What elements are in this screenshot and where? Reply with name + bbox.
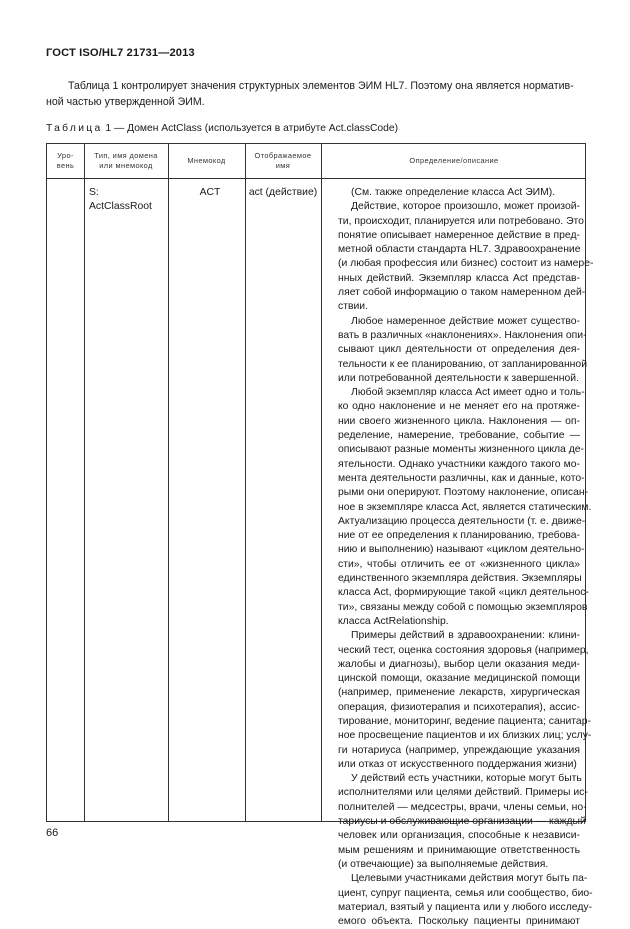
definition-line: (и отвечающие) за выполняемые действия.	[338, 858, 549, 870]
definition-line: тельности к ее планированию, от запланированной	[338, 358, 587, 370]
definition-line: Любой экземпляр класса Act имеет одно и толь-	[351, 387, 585, 399]
definition-line: (например, применение лекарств, хирургическая	[338, 687, 580, 699]
cell-type-prefix: S:	[89, 187, 99, 198]
intro-paragraph	[46, 78, 586, 110]
definition-line: ятельности. Однако участники каждого такого мо-	[338, 458, 580, 470]
column-divider	[168, 144, 169, 821]
definition-line: рыми они оперируют. Поэтому наклонение, описан-	[338, 487, 589, 499]
definition-line: ти, происходит, планируется или потребовано. Это	[338, 215, 584, 227]
definition-line: тариусы и обслуживающие организации — каждый	[338, 816, 586, 828]
definition-line: тирование, мониторинг, ведение пациента; санитар-	[338, 715, 591, 727]
definition-line: мента деятельности различны, как и данные, кото-	[338, 472, 585, 484]
definition-line: Целевыми участниками действия могут быть па-	[351, 873, 588, 885]
definition-line: У действий есть участники, которые могут быть	[351, 773, 582, 785]
definition-line: понятие описывает намеренное действие в пред-	[338, 229, 580, 241]
definition-line: Актуализацию процесса деятельности (т. е. движе-	[338, 515, 586, 527]
header-definition: Определение/описание	[409, 156, 499, 165]
definition-line: ствии.	[338, 301, 368, 313]
definition-line: материал, взятый у пациента или у любого исследу-	[338, 901, 593, 913]
table-caption-label: Таблица	[46, 123, 103, 134]
cell-type	[89, 186, 161, 215]
definition-line: емого объекта. Поскольку пациенты принимают	[338, 916, 580, 928]
definition-line: метной области стандарта HL7. Здравоохранение	[338, 244, 581, 256]
definition-line: описывают разные моменты жизненного цикла де-	[338, 444, 585, 456]
definition-line: жалобы и диагнозы), выбор цели оказания меди-	[338, 658, 580, 670]
definition-line: единственного экземпляра действия. Экземпляры	[338, 573, 582, 585]
table-caption-text: 1 — Домен ActClass (используется в атрибуте Act.classCode)	[105, 123, 399, 134]
cell-definition	[338, 186, 594, 929]
definition-line: мым решениям и принимающие ответственность	[338, 844, 580, 856]
definition-line: или отказ от искусственного поддержания жизни)	[338, 758, 577, 770]
header-divider	[47, 178, 585, 179]
definition-line: (См. также определение класса Act ЭИМ).	[351, 187, 556, 198]
document-header: ГОСТ ISO/HL7 21731—2013	[46, 47, 195, 59]
definition-line: ческий тест, оценка состояния здоровья (например,	[338, 644, 589, 656]
definition-line: класса Act, формирующие такой «цикл деятельнос-	[338, 587, 589, 599]
definition-line: сти», чтобы отличить ее от «жизненного цикла»	[338, 558, 580, 570]
definition-line: (и любая профессия или бизнес) состоит из намере-	[338, 258, 594, 270]
definition-line: нии своего жизненного цикла. Наклонения — оп-	[338, 415, 580, 427]
page-number: 66	[46, 827, 59, 839]
definition-line: нию и выполнению) называют «циклом деятельно-	[338, 544, 585, 556]
definition-line: сывают цикл деятельности от определения дея-	[338, 344, 580, 356]
definition-line: человек или организация, способные к независи-	[338, 830, 580, 842]
definition-line: циент, супруг пациента, семья или сообщество, био-	[338, 887, 593, 899]
definition-line: операция, физиотерапия и психотерапия), ассис-	[338, 701, 580, 713]
definition-line: нных действий. Экземпляр класса Act представ-	[338, 272, 580, 284]
intro-line-2: ной частью утвержденной ЭИМ.	[46, 96, 205, 108]
definition-line: Действие, которое произошло, может произой-	[351, 201, 580, 213]
definition-line: ределение, намерение, требование, событие —	[338, 430, 580, 442]
definition-line: ги нотариуса (например, упреждающие указания	[338, 744, 580, 756]
header-display: Отображаемое имя	[254, 151, 312, 170]
definition-line: ное в экземпляре класса Act, является статическим.	[338, 501, 592, 513]
table-caption	[46, 123, 398, 134]
definition-line: ко одно наклонение и не меняет его на протяже-	[338, 401, 580, 413]
definition-line: полнителей — медсестры, врачи, члены семьи, но-	[338, 801, 587, 813]
definition-line: вать в различных «наклонениях». Наклонения опи-	[338, 329, 587, 341]
cell-code: ACT	[199, 187, 221, 198]
definition-line: или потребованной деятельности к завершенной.	[338, 372, 579, 384]
header-type: Тип, имя домена или мнемокод	[94, 151, 158, 170]
cell-type-name: ActClassRoot	[89, 201, 152, 213]
column-divider	[84, 144, 85, 821]
definition-line: исполнителями или целями действий. Примеры ис-	[338, 787, 588, 799]
definition-line: класса ActRelationship.	[338, 615, 449, 627]
column-divider	[321, 144, 322, 821]
column-divider	[245, 144, 246, 821]
header-level: Уро- вень	[56, 151, 75, 170]
definition-line: ляет собой информацию о таком намеренном дей-	[338, 287, 586, 299]
definition-line: Любое намеренное действие может существо-	[351, 315, 580, 327]
definition-line: цинской помощи, оказание медицинской помощи	[338, 673, 580, 685]
definition-line: ное просвещение пациентов и их близких лиц; услу-	[338, 730, 592, 742]
intro-line-1: Таблица 1 контролирует значения структурных элементов ЭИМ HL7. Поэтому она является норматив-	[68, 80, 574, 92]
cell-display-name: act (действие)	[248, 187, 318, 198]
definition-line: ти», связаны между собой с помощью экземпляров	[338, 601, 588, 613]
header-code: Мнемокод	[187, 156, 226, 165]
definition-line: ние от ее определения к планированию, требова-	[338, 530, 580, 542]
definition-line: Примеры действий в здравоохранении: клини-	[351, 630, 580, 642]
